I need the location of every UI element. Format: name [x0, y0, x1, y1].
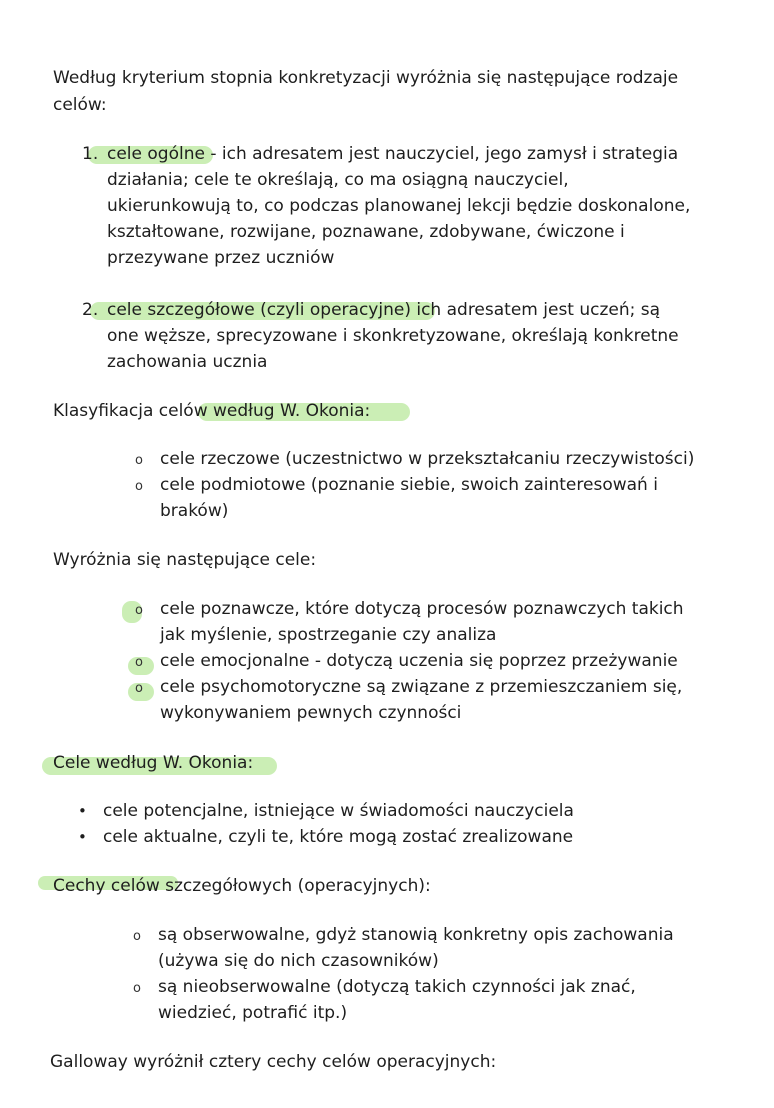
- list-item-line: jak myślenie, spostrzeganie czy analiza: [160, 625, 497, 645]
- list-item-line: cele szczegółowe (czyli operacyjne) ich adresatem jest uczeń; są: [107, 300, 661, 320]
- intro-line: celów:: [53, 95, 107, 115]
- list-item-line: działania; cele te określają, co ma osiągną nauczyciel,: [107, 170, 569, 190]
- list-item-line: cele potencjalne, istniejące w świadomości nauczyciela: [103, 801, 574, 821]
- intro-line: Według kryterium stopnia konkretyzacji wyróżnia się następujące rodzaje: [53, 68, 679, 88]
- list-item-line: są obserwowalne, gdyż stanowią konkretny opis zachowania: [158, 925, 674, 945]
- list-item-line: są nieobserwowalne (dotyczą takich czynności jak znać,: [158, 977, 636, 997]
- hollow-bullet-icon: o: [135, 453, 143, 468]
- list-item-line: cele emocjonalne - dotyczą uczenia się poprzez przeżywanie: [160, 651, 678, 671]
- hollow-bullet-icon: o: [135, 603, 143, 618]
- section-heading: Wyróżnia się następujące cele:: [53, 550, 317, 570]
- list-item-line: (używa się do nich czasowników): [158, 951, 439, 971]
- list-item-line: braków): [160, 501, 229, 521]
- list-item-line: cele psychomotoryczne są związane z przemieszczaniem się,: [160, 677, 683, 697]
- list-item-line: przezywane przez uczniów: [107, 248, 335, 268]
- list-number: 1.: [82, 144, 99, 164]
- list-item-line: ukierunkowują to, co podczas planowanej lekcji będzie doskonalone,: [107, 196, 691, 216]
- list-item-line: cele podmiotowe (poznanie siebie, swoich zainteresowań i: [160, 475, 658, 495]
- list-item-line: kształtowane, rozwijane, poznawane, zdobywane, ćwiczone i: [107, 222, 625, 242]
- list-item-line: cele ogólne - ich adresatem jest nauczyciel, jego zamysł i strategia: [107, 144, 679, 164]
- hollow-bullet-icon: o: [133, 981, 141, 996]
- hollow-bullet-icon: o: [135, 681, 143, 696]
- hollow-bullet-icon: o: [135, 479, 143, 494]
- hollow-bullet-icon: o: [133, 929, 141, 944]
- list-item-line: zachowania ucznia: [107, 352, 268, 372]
- list-item-line: cele poznawcze, które dotyczą procesów poznawczych takich: [160, 599, 684, 619]
- list-item-line: wykonywaniem pewnych czynności: [160, 703, 462, 723]
- hollow-bullet-icon: o: [135, 655, 143, 670]
- list-number: 2.: [82, 300, 99, 320]
- list-item-line: cele aktualne, czyli te, które mogą zostać zrealizowane: [103, 827, 574, 847]
- list-item-line: wiedzieć, potrafić itp.): [158, 1003, 348, 1023]
- bullet-dot-icon: •: [78, 828, 87, 846]
- section-heading: Galloway wyróżnił cztery cechy celów operacyjnych:: [50, 1052, 497, 1072]
- section-heading: Cechy celów szczegółowych (operacyjnych):: [53, 876, 431, 896]
- bullet-dot-icon: •: [78, 802, 87, 820]
- list-item-line: one węższe, sprecyzowane i skonkretyzowane, określają konkretne: [107, 326, 679, 346]
- section-heading: Klasyfikacja celów według W. Okonia:: [53, 401, 371, 421]
- section-heading: Cele według W. Okonia:: [53, 753, 254, 773]
- list-item-line: cele rzeczowe (uczestnictwo w przekształcaniu rzeczywistości): [160, 449, 695, 469]
